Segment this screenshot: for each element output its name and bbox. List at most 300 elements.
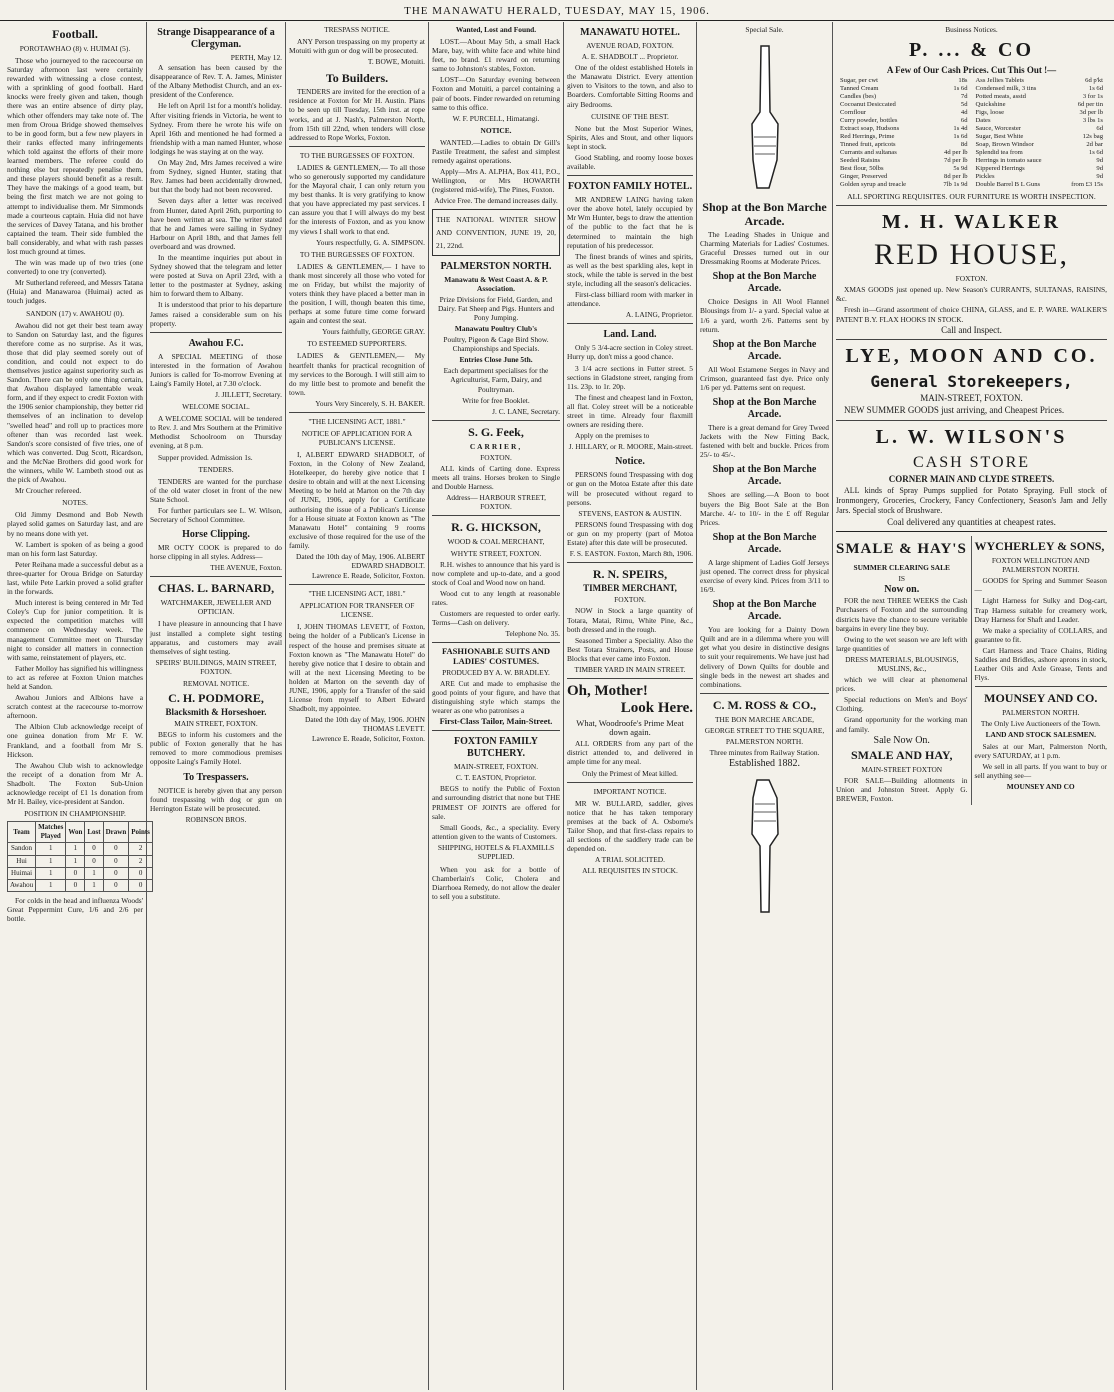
table-row (8, 879, 153, 891)
business-trade: General Storekeepers, (870, 371, 1073, 391)
business-proprietor: C. T. EASTON, Proprietor. (455, 773, 537, 783)
business-address: PALMERSTON NORTH. (1002, 708, 1080, 718)
advert-text: We make a speciality of COLLARS, and guarantee to fit. (974, 625, 1107, 644)
business-address: GEORGE STREET TO THE SQUARE, (704, 725, 825, 735)
price-value: 8d per lb (944, 173, 968, 181)
notice-text: MR OCTY COOK is prepared to do horse clipping in all styles. Address— (150, 543, 282, 562)
price-row (974, 77, 1106, 85)
table-cell: 2 (129, 855, 153, 867)
table-cell: 1 (66, 843, 85, 855)
note: The Albion Club acknowledge receipt of one guinea donation from Mr F. W. Frankland, and a football from Mr S. Hickson. (7, 722, 143, 759)
advert-text: FOR the next THREE WEEKS the Cash Purchasers of Foxton and the surrounding districts have the chance to secure veritable bargains in every line they buy. (836, 596, 968, 633)
table-header: Lost (85, 822, 103, 843)
business-name: S. G. Feek, (468, 424, 524, 439)
winter-show-box: THE NATIONAL WINTER SHOW AND CONVENTION, JUNE 19, 20, 21, 22nd. (432, 209, 560, 256)
table-header: Team (8, 822, 36, 843)
price-value: 18s (958, 77, 968, 85)
business-name: FASHIONABLE SUITS AND LADIES' COSTUMES. (441, 646, 550, 666)
sale-title: SUMMER CLEARING SALE (853, 563, 950, 573)
price-value: 9d (1096, 157, 1103, 165)
show-details: Poultry, Pigeon & Cage Bird Show. Championships and Specials. (443, 335, 549, 354)
price-item: Soap, Brown Windsor (975, 141, 1034, 149)
article-paragraph: On May 2nd, Mrs James received a wire from Sydney, signed Hunter, stating that Rev. James had been accidentally drowned, but that the body had not been recovered. (150, 158, 282, 195)
notice-heading: "THE LICENSING ACT, 1881." (308, 589, 406, 599)
notice-text: NOTICE is hereby given that any person found trespassing with dog or gun on Herrington Estate will be prosecuted. (150, 785, 282, 813)
butcher-headline: Oh, Mother! (567, 683, 648, 700)
price-value: 9d (1096, 173, 1103, 181)
note: Peter Reihana made a successful debut as a three-quarter for Oroua Bridge on Saturday last, while Pete Larkin proved a solid grafter in the forwards. (7, 559, 143, 597)
business-address: SPEIRS' BUILDINGS, MAIN STREET, FOXTON. (155, 657, 277, 676)
advert-text: Owing to the wet season we are left with large quantities of (836, 634, 968, 653)
advert-text: ALL kinds of Carting done. Express meets all trains. Horses broken to Single and Double Harness. (432, 464, 560, 492)
signature: MOUNSEY AND CO (1006, 781, 1075, 791)
advert-subheading: DRESS MATERIALS, BLOUSINGS, MUSLINS, &c., (845, 654, 959, 673)
price-row (838, 165, 970, 173)
signature: Dated the 10th day of May, 1906. JOHN THOMAS LEVETT. (304, 715, 425, 734)
article-heading: Strange Disappearance of a Clergyman. (157, 27, 275, 50)
notice-text: Supper provided. Admission 1s. (158, 452, 253, 462)
notice-heading: Horse Clipping. (182, 529, 250, 541)
price-row (838, 93, 970, 101)
column-business-notices (833, 22, 1110, 1390)
association-name: Manawatu & West Coast A. & P. Association. (444, 274, 548, 293)
price-row (974, 85, 1106, 93)
advert-text: Seasoned Timber a Speciality. Also the Best Totara Strainers, Posts, and House Blocks that ever came into Foxton. (567, 635, 693, 663)
advert-text: Light Harness for Sulky and Dog-cart, Trap Harness suitable for creamery work, Dray Harness for Shaft and Leader. (974, 596, 1107, 624)
match-title: SANDON (17) v. AWAHOU (0). (26, 308, 124, 318)
price-item: Potted meats, asstd (975, 93, 1026, 101)
article-paragraph: Awahou did not get their best team away to Sandon on Saturday last, and the figures therefore come as no surprise. As it was, those that did play seemed sorely out of condition, and could not expect to do themselves justice against superiority such as Sandon. There can be only one thing certain, that Awahou displayed lamentable weak form, and if they expect to credit Foxton with the 1906 senior championship, they better rid themselves of an inclination to develop "swelled head" and roll up to practices more oftener than was recorded last week. Sandon's score consisted of five tries, one of which was converted. Dug Scott, Ricardson, and the McNae Brothers did good work for the winners, while W. Lambeth stood out as the pick of Awahou. (7, 320, 143, 485)
dateline: PERTH, May 12. (230, 53, 282, 62)
price-row (974, 125, 1106, 133)
classified-text: Advice Free. The demand increases daily. (434, 196, 558, 206)
advert-text: The finest brands of wines and spirits, as well as the best sparkling ales, kept in stock, while the table is served in the best style, including all the season's delicacies. (567, 251, 693, 288)
advert-text: The Leading Shades in Unique and Charming Materials for Ladies' Costumes. Graceful Dresses turned out in our Dressmaking Rooms at Moderate Prices. (700, 230, 829, 267)
table-cell: 1 (85, 879, 103, 891)
sale-title: IS (898, 574, 906, 584)
advert-text: The Only Live Auctioneers of the Town. (980, 719, 1101, 729)
notice-heading: "THE LICENSING ACT, 1881." (308, 417, 406, 426)
business-name: MANAWATU HOTEL. (580, 27, 680, 38)
article-paragraph: Those who journeyed to the racecourse on Saturday afternoon last were certainly rewarded with witnessing a close contest, with a sprinkling of good football. Hard knocks were freely given and taken, though there was an entire absence of dirty play, which other offenders may take note of. The men from Oroua Bridge showed themselves to be in good form, but a few new players in their ranks effected many infringements which told against the efforts of their more learned members. The referee could do nothing else but repeatedly penalise them, and these players should benefit as a result. They have the makings of a good team, but being the first match we are not going to attempt to individualise them. Mr Simmonds made a courteous captain. Huia did not have the services of Davey Tatana, and his brother captained the team. Their side fumbled the ball considerably, and what with rash passes lost much ground at times. (7, 56, 143, 256)
notice-text: A SPECIAL MEETING of those interested in the formation of Awahou Juniors is called for To-morrow Evening at Laing's Family Hotel, at 7.30 o'clock. (150, 351, 282, 388)
price-row (838, 133, 970, 141)
show-details: Write for free Booklet. (462, 395, 530, 405)
price-row (974, 165, 1106, 173)
advert-text: NEW SUMMER GOODS just arriving, and Cheapest Prices. (844, 404, 1065, 415)
signature: F. S. EASTON. Foxton, March 8th, 1906. (569, 549, 693, 559)
price-value: 7d per lb (944, 157, 968, 165)
advert-text: All Wool Estamene Serges in Navy and Crimson, guaranteed fast dye. Price only 1/6 per yd. Patterns sent on request. (700, 364, 829, 392)
price-row (974, 173, 1106, 181)
advert-text: Sales at our Mart, Palmerston North, every SATURDAY, at 1 p.m. (974, 741, 1107, 760)
advert-subheading: LAND AND STOCK SALESMEN. (985, 730, 1096, 740)
signature: T. BOWE, Motuiti. (367, 57, 425, 67)
advert-text: First-class billiard room with marker in attendance. (567, 290, 693, 309)
section-heading: Wanted, Lost and Found. (455, 25, 537, 34)
price-value: 4d per lb (944, 149, 968, 157)
price-item: Tanned Cream (840, 85, 879, 93)
business-name: FOXTON FAMILY BUTCHERY. (454, 736, 538, 760)
advert-subheading: CUISINE OF THE BEST. (591, 111, 669, 121)
price-item: Ass Jellies Tablets (975, 77, 1024, 85)
price-value: 5s 9d (953, 165, 968, 173)
table-cell: 1 (36, 867, 66, 879)
table-cell: 0 (85, 843, 103, 855)
price-value: 1s 4d (953, 125, 968, 133)
price-value: 12s bag (1082, 133, 1103, 141)
table-title: POSITION IN CHAMPIONSHIP. (24, 809, 126, 819)
table-cell: 0 (129, 879, 153, 891)
advert-text: There is a great demand for Grey Tweed Jackets with the New Fitting Back, fastened with belt and buckle. Prices from 25/- to 45/-. (700, 423, 829, 460)
signature: J. HILLARY, or R. MOORE, Main-street. (568, 442, 693, 452)
butcher-headline: Look Here. (620, 700, 693, 717)
shop-slogan: Shop at the Bon Marche Arcade. (712, 599, 817, 623)
newspaper-page (4, 22, 1110, 1390)
table-cell: 0 (103, 879, 129, 891)
table-cell: 1 (36, 879, 66, 891)
business-trade: WOOD & COAL MERCHANT, (447, 537, 545, 547)
price-row (838, 173, 970, 181)
signature: Lawrence E. Reade, Solicitor, Foxton. (312, 734, 425, 744)
note: W. Lambert is spoken of as being a good man on his form last Saturday. (7, 539, 143, 558)
table-cell: 0 (129, 867, 153, 879)
business-name: SMALE AND HAY, (851, 747, 953, 762)
business-trade: SHIPPING, HOTELS & FLAXMILLS SUPPLIED. (437, 842, 555, 861)
advert-text: One of the oldest established Hotels in the Manawatu District. Every attention given to Visitors to the town, and also to Boarders. Comfortable Sitting Rooms and airy Bedrooms. (567, 63, 693, 109)
price-item: Tinned fruit, apricots (840, 141, 896, 149)
advert-text: We sell in all parts. If you want to buy or sell anything see— (974, 761, 1107, 780)
price-row (838, 149, 970, 157)
advert-text: Only 5 3/4-acre section in Coley street. Hurry up, don't miss a good chance. (567, 343, 693, 362)
signature: THE AVENUE, Foxton. (210, 563, 282, 573)
shop-slogan: Shop at the Bon Marche Arcade. (712, 338, 817, 362)
price-row (838, 157, 970, 165)
business-address: FOXTON. (480, 452, 512, 462)
price-value: 1s 6d (1088, 85, 1103, 93)
business-name: LYE, MOON AND CO. (845, 344, 1098, 367)
classified-text: Apply—Mrs A. ALPHA, Box 411, P.O., Wellington, or Mrs HOWARTH (registered mid-wife), The Pines, Foxton. (432, 167, 560, 195)
business-trade: What, Woodroofe's Prime Meat down again. (576, 718, 684, 738)
article-paragraph: It is understood that prior to his departure James raised a considerable sum on his property. (150, 300, 282, 328)
price-row (974, 101, 1106, 109)
article-paragraph: A sensation has been caused by the disappearance of Rev. T. A. James, Minister of the Albany Methodist Church, and an ex-president of the Conference. (150, 63, 282, 100)
table-cell: 1 (36, 855, 66, 867)
wycherley-advert (972, 536, 1108, 805)
table-cell: 0 (103, 867, 129, 879)
table-row (8, 843, 153, 855)
sale-title: Sale Now On. (873, 734, 930, 746)
price-item: Cornflour (840, 109, 867, 117)
price-item: Quickshine (975, 101, 1006, 109)
price-row (838, 109, 970, 117)
established-year: Established 1882. (728, 758, 801, 770)
notice-text: ANY Person trespassing on my property at Motuiti with gun or dog will be prosecuted. (289, 37, 425, 56)
advert-text: Small Goods, &c., a speciality. Every attention given to the wants of Customers. (432, 822, 560, 841)
price-row (974, 157, 1106, 165)
price-value: 1s 6d (953, 133, 968, 141)
article-paragraph: The win was made up of two tries (one converted) to one try (converted). (7, 258, 143, 277)
price-value: 3d per lb (1079, 109, 1103, 117)
advert-text: You are looking for a Dainty Down Quilt and are in a dilemma where you will get what you desire in distinctive designs to suit your requirements. We have just had delivery of Down Quilts for double and single beds in the newest art shades and combinations. (700, 625, 829, 689)
table-cell: 0 (85, 855, 103, 867)
price-item: Golden syrup and treacle (840, 181, 907, 189)
business-address: THE BON MARCHE ARCADE, (715, 714, 814, 724)
price-item: Kippered Herrings (975, 165, 1025, 173)
advert-footnote: For colds in the head and influenza Woods' Great Peppermint Cure, 1/6 and 2/6 per bottle. (7, 895, 143, 923)
price-item: Pickles (975, 173, 995, 181)
price-item: Sauce, Worcester (975, 125, 1021, 133)
business-address: AVENUE ROAD, FOXTON. (586, 41, 674, 50)
table-cell: 2 (129, 843, 153, 855)
show-details: Each department specialises for the Agriculturist, Farm, Dairy, and Poultryman. (443, 366, 549, 394)
advert-text: Wood cut to any length at reasonable rates. (432, 588, 560, 608)
price-value: 9d (1096, 165, 1103, 173)
advert-text: I have pleasure in announcing that I have just installed a complete sight testing apparatus, and customers may avail themselves of sight testing. (150, 619, 282, 656)
business-name: R. G. HICKSON, (451, 520, 541, 535)
price-row (974, 141, 1106, 149)
advert-text: R.H. wishes to announce that his yard is now complete and up-to-date, and a good stock of Coal and Wood now on hand. (432, 559, 560, 587)
signature: A. LAING, Proprietor. (625, 310, 693, 320)
bottom-adverts (836, 536, 1107, 805)
shop-slogan: Shop at the Bon Marche Arcade. (712, 531, 817, 555)
price-value: 3 for 1s (1082, 93, 1103, 101)
price-item: Sugar, Best White (975, 133, 1024, 141)
price-value: 2d bar (1086, 141, 1103, 149)
notice-heading: Land. Land. (603, 329, 657, 341)
price-value: 8d (960, 141, 968, 149)
price-row (974, 93, 1106, 101)
price-value: 3 lbs 1s (1082, 117, 1103, 125)
notes-heading: NOTES. (62, 498, 88, 508)
price-row (838, 77, 970, 85)
business-name: SMALE & HAY'S (836, 541, 967, 558)
notice-text: TENDERS are wanted for the purchase of the old water closet in front of the new State School. (150, 476, 282, 504)
price-value: 1s 6d (1088, 149, 1103, 157)
column-special-sale (697, 22, 833, 1390)
article-paragraph: Seven days after a letter was received from Hunter, dated April 26th, purporting to have been written at sea. The writer stated that he and James were sailing in Sydney Harbour on April 18th, and that James fell overboard and was drowned. (150, 196, 282, 251)
article-paragraph: Mr Croucher refereed. (15, 486, 82, 496)
price-value: 5d (960, 101, 968, 109)
price-item: Sugar, per cwt (840, 77, 879, 85)
price-item: Best flour, 50lbs (840, 165, 884, 173)
championship-table (7, 821, 153, 892)
classified-text: FOR SALE—Building allotments in Union and Johnston Street. Apply G. BREWER, Foxton. (836, 775, 968, 803)
column-football (4, 22, 150, 1390)
table-header: Points (129, 822, 153, 843)
business-address: MAIN-STREET, FOXTON. (920, 392, 1023, 403)
table-cell: 1 (66, 855, 85, 867)
notice-heading: IMPORTANT NOTICE. (593, 786, 667, 796)
article-paragraph: In the meantime inquiries put about in Sydney showed that the telegram and letter were posted at Suva on April 23rd, with a letter to the postmaster at Sydney, asking him to forward them to Albany. (150, 252, 282, 299)
column-news (147, 22, 286, 1390)
classified-text: WANTED.—Ladies to obtain Dr Gill's Pastile Treatment, the safest and simplest remedy against operations. (432, 137, 560, 166)
price-value: 1s 6d (953, 85, 968, 93)
notice-heading: NOTICE OF APPLICATION FOR A PUBLICAN'S LICENSE. (301, 429, 413, 447)
table-cell: 1 (36, 843, 66, 855)
match-title: POROTAWHAO (8) v. HUIMAI (5). (19, 44, 131, 53)
price-value: from £3 15s (1071, 181, 1103, 189)
advert-text: BEGS to notify the Public of Foxton and surrounding district that none but THE PRIMEST OF JOINTS are offered for sale. (432, 784, 560, 821)
note: Awahou Juniors and Albions have a scratch contest at the racecourse to-morrow afternoon. (7, 693, 143, 721)
advert-text: None but the Most Superior Wines, Spirits, Ales and Stout, and other liquors kept in stock. (567, 123, 693, 151)
price-item: Extract soap, Hudsons (840, 125, 900, 133)
notice-text: LADIES & GENTLEMEN,— To all those who so generously supported my candidature for the Mayoral chair, I can only return you my best thanks. It is very gratifying to know that you have appreciated my past services. I can assure you that I will always do my best for the interests of Foxton, and as you know my views I shall work to that end. (289, 162, 425, 236)
notice-text: I, JOHN THOMAS LEVETT, of Foxton, being the holder of a Publican's License in respect of the house and premises situate at Foxton known as "The Manawatu Hotel" do hereby give notice that I desire to obtain and will at the next Licensing Meeting to be holden at Marton on the seventh day of JUNE, 1906, apply for a Transfer of the said License from myself to Albert Edward Shadbolt, my appointee. (289, 622, 425, 714)
notice-heading: TO THE BURGESSES OF FOXTON. (299, 150, 415, 160)
table-cell: Sandon (8, 843, 36, 855)
advert-text: Shoes are selling.—A Boon to boot buyers the Big Boot Sale at the Bon Marche. 4/- to 10/- in the £ off Regular Prices. (700, 490, 829, 527)
price-item: Currants and sultanas (840, 149, 897, 157)
table-cell: 0 (103, 855, 129, 867)
advert-text: XMAS GOODS just opened up. New Season's CURRANTS, SULTANAS, RAISINS, &c. (836, 285, 1107, 304)
business-name: RED HOUSE, (873, 238, 1069, 272)
signature: Lawrence E. Reade, Solicitor, Foxton. (312, 571, 425, 581)
price-value: 6d (1096, 125, 1103, 133)
advert-text: 3 1/4 acre sections in Futter street. 5 sections in Gladstone street, ranging from 11s. 23p. to 1r. 20p. (567, 363, 693, 391)
entries-close: Entries Close June 5th. (459, 355, 533, 365)
price-item: Splendid tea from (975, 149, 1023, 157)
signature: J. C. LANE, Secretary. (492, 406, 560, 416)
advert-text: Three minutes from Railway Station. (709, 748, 820, 758)
advert-text: Apply on the premises to (575, 431, 650, 441)
business-name: CASH STORE (912, 453, 1031, 471)
advert-text: Fresh in—Grand assortment of choice CHINA, GLASS, and E. P. WARE. WALKER'S PATENT B.Y. FLAX HOOKS IN STOCK. (836, 305, 1107, 324)
price-value: 6d (960, 117, 968, 125)
business-address: MAIN-STREET FOXTON (861, 764, 943, 774)
table-cell: 0 (66, 867, 85, 879)
advert-subheading: A TRIAL SOLICITED. (594, 855, 665, 865)
business-proprietor: A. E. SHADBOLT ... Proprietor. (581, 52, 679, 62)
notice-heading: Notice. (615, 456, 645, 468)
price-row (838, 181, 970, 189)
advert-text: NOW in Stock a large quantity of Totara, Matai, Rimu, White Pine, &c., both dressed and in the rough. (567, 606, 693, 634)
price-item: Ginger, Preserved (840, 173, 888, 181)
business-address: TIMBER YARD IN MAIN STREET. (574, 664, 686, 674)
table-header: Won (66, 822, 85, 843)
price-item: Double Barrel B L Guns (975, 181, 1041, 189)
business-name: M. H. WALKER (882, 211, 1061, 234)
note: The Awahou Club wish to acknowledge the receipt of a donation from Mr A. Shadbolt. The Foxton Sub-Union acknowledge receipt of £1 1s donation from Mr H. Bailey, vice-president at Sandon. (7, 760, 143, 807)
sale-title: Now on. (884, 584, 920, 596)
advert-footnote: When you ask for a bottle of Chamberlain's Colic, Cholera and Diarrhoea Remedy, do not allow the dealer to sell you a substitute. (432, 865, 560, 902)
advert-text: BEGS to inform his customers and the public of Foxton generally that he has removed to more commodious premises opposite Laing's Family Hotel. (150, 730, 282, 767)
advert-text: ALL kinds of Spray Pumps supplied for Potato Spraying. Full stock of Ironmongery, Groceries, Crockery, Fancy Confectionery, Season's Jam and Jelly Jars. Special stock of Brushware. (836, 485, 1107, 515)
pointing-hand-icon (745, 776, 785, 916)
business-address: FOXTON. (614, 595, 646, 605)
association-name: Manawatu Poultry Club's (454, 323, 538, 333)
notice-text: TENDERS are invited for the erection of a residence at Foxton for Mr H. Austin. Plans to be seen up till Tuesday, 15th inst. at rope works, and at J. Nash's, Palmerston North, from 15th till 22nd, when tenders will close addressed to Rope Works, Foxton. (289, 87, 425, 142)
signature: Yours Very Sincerely, S. H. BAKER. (315, 398, 425, 408)
notice-text: LADIES & GENTLEMEN,— I have to thank most sincerely all those who voted for me on Friday, but whilst the majority of voters think they have placed a better man in the position, I will, though beaten this time, perhaps at some future time come forward again and contest the seat. (289, 261, 425, 326)
advert-text: Special reductions on Men's and Boys' Clothing. (836, 695, 968, 714)
advert-text: ARE Cut and made to emphasise the good points of your figure, and have that distinguishing style which stamps the wearer as one who patronises a (432, 678, 560, 715)
shop-slogan: Shop at the Bon Marche Arcade. (702, 200, 827, 228)
table-cell: 1 (85, 867, 103, 879)
advert-text: Coal delivered any quantities at cheapest rates. (887, 516, 1056, 527)
price-value: 7lb 1s 9d (943, 181, 968, 189)
article-paragraph: He left on April 1st for a month's holiday. After visiting friends in Victoria, he went to Sydney. From there he wrote his wife on April 16th and mentioned he had formed a friendship with a man named Hunter, whose lodgings he was staying at on the way. (150, 101, 282, 156)
signature: ROBINSON BROS. (185, 814, 247, 824)
notice-text: MR W. BULLARD, saddler, gives notice that he has taken temporary premises at the back of A. Osborne's Tailor Shop, and that first-class repairs to all sections of the saddlery trade can be depended on. (567, 798, 693, 854)
table-row (8, 855, 153, 867)
signature: STEVENS, EASTON & AUSTIN. (578, 508, 682, 518)
notice-text: For further particulars see L. W. Wilson, Secretary of School Committee. (150, 505, 282, 525)
business-trade: Blacksmith & Horseshoer. (165, 706, 267, 717)
notice-heading: To Builders. (325, 71, 389, 86)
column-wanted (429, 22, 564, 1390)
masthead: THE MANAWATU HERALD, TUESDAY, MAY 15, 1906. (0, 0, 1114, 21)
business-trade: PRODUCED BY A. W. BRADLEY. (442, 667, 550, 677)
table-row (8, 867, 153, 879)
price-item: Figs, loose (975, 109, 1005, 117)
table-cell: 0 (103, 843, 129, 855)
notice-text: I, ALBERT EDWARD SHADBOLT, of Foxton, in the Colony of New Zealand, Hotelkeeper, do hereby give notice that I desire to obtain and will at the next Licensing Meeting to be held at Marton on the 7th day of JUNE, 1906, apply for a Certificate authorising the issue of a Publican's License for a House situate at Foxton known as "The Manawatu Hotel" containing 9 rooms exclusive of those required for the use of the family. (289, 450, 425, 550)
business-name: WYCHERLEY & SONS, (974, 539, 1105, 554)
notice-heading: TO ESTEEMED SUPPORTERS. (307, 339, 407, 349)
signature: Yours respectfully, G. A. SIMPSON. (316, 237, 425, 247)
price-item: Curry powder, bottles (840, 117, 898, 125)
table-cell: Huimai (8, 867, 36, 879)
advert-text: Grand opportunity for the working man and family. (836, 715, 968, 734)
shop-slogan: Shop at the Bon Marche Arcade. (712, 271, 817, 295)
business-name: R. N. SPEIRS, (592, 567, 668, 582)
price-row (974, 133, 1106, 141)
business-trade: WATCHMAKER, JEWELLER AND OPTICIAN. (160, 598, 272, 617)
section-heading: Business Notices. (945, 25, 998, 34)
table-header: Drawn (103, 822, 129, 843)
smale-hay-advert (836, 536, 972, 805)
business-name: MOUNSEY AND CO. (984, 691, 1098, 706)
section-heading: Special Sale. (745, 25, 784, 34)
price-row (838, 117, 970, 125)
advert-text: GOODS for Spring and Summer Season— (974, 576, 1107, 595)
business-trade: CARRIER, (469, 441, 523, 451)
pointing-hand-icon (745, 42, 785, 192)
business-address: MAIN STREET, FOXTON. (174, 719, 258, 729)
note: Old Jimmy Desmond and Bob Newth played solid games on Saturday last, and are by no means done with yet. (7, 510, 143, 538)
show-location: PALMERSTON NORTH. (440, 260, 552, 272)
advert-text: which we will clear at phenomenal prices. (836, 675, 968, 694)
price-item: Dates (975, 117, 991, 125)
notice-heading: To Trespassers. (183, 771, 249, 783)
notice-heading: WELCOME SOCIAL. (182, 402, 250, 412)
advert-text: Customers are requested to order early. Terms—Cash on delivery. (432, 609, 560, 628)
notice-heading: TO THE BURGESSES OF FOXTON. (299, 249, 415, 259)
price-list (836, 77, 1107, 189)
column-notices (286, 22, 429, 1390)
notice-heading: TRESPASS NOTICE. (324, 25, 390, 34)
notice-heading: REMOVAL NOTICE. (182, 678, 250, 688)
shop-slogan: Shop at the Bon Marche Arcade. (712, 397, 817, 421)
price-item: Candles (bes) (840, 93, 877, 101)
signature: J. JILLETT, Secretary. (215, 390, 282, 400)
price-item: Condensed milk, 3 tins (975, 85, 1037, 93)
column-hotels (564, 22, 697, 1390)
price-row (838, 85, 970, 93)
price-row (838, 125, 970, 133)
business-name: CHAS. L. BARNARD, (157, 581, 275, 596)
classified-text: LOST.—About May 5th, a small Hack Mare, bay, with white face and white hind feet, no brand. £1 reward on returning same to Johnston's stables, Foxton. (432, 37, 560, 74)
price-row (974, 109, 1106, 117)
price-value: 6d p'kt (1085, 77, 1103, 85)
advert-text: The finest and cheapest land in Foxton, all flat. Coley street will be a noticeable street in time. Already four flaxmill owners are residing there. (567, 392, 693, 430)
business-trade: TIMBER MERCHANT, (583, 583, 677, 594)
article-paragraph: Mr Sutherland refereed, and Messrs Tatana (Huia) and Manawaroa (Huimai) acted as touch judges. (7, 278, 143, 306)
business-address: PALMERSTON NORTH. (725, 737, 804, 746)
business-name: C. H. PODMORE, (168, 690, 264, 705)
notice-text: A WELCOME SOCIAL will be tendered to Rev. J. and Mrs Southern at the Primitive Methodist Schoolroom on Thursday evening, at 8 p.m. (150, 414, 282, 451)
